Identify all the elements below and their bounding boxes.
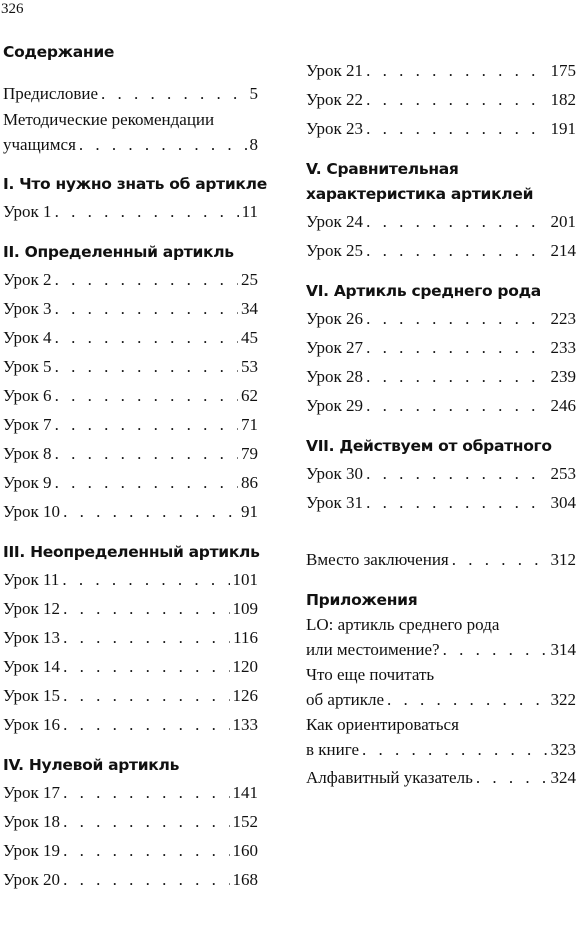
entry-page: 191 xyxy=(550,119,576,138)
entry-label: Вместо заключения xyxy=(306,550,449,569)
entry-page: 304 xyxy=(550,493,576,512)
entry-label-line2: или местоимение? xyxy=(306,640,440,659)
entry-label-line2: учащимся xyxy=(3,135,76,154)
entry-label: Урок 14 xyxy=(3,657,61,676)
leader-dots xyxy=(387,687,547,713)
entry-page: 323 xyxy=(550,740,576,759)
toc-entry-preface[interactable] xyxy=(3,79,258,108)
toc-entry-lesson[interactable] xyxy=(3,497,258,526)
entry-page: 133 xyxy=(232,715,258,734)
leader-dots xyxy=(55,323,238,352)
toc-right-column xyxy=(306,61,576,792)
toc-entry-lesson[interactable] xyxy=(3,681,258,710)
entry-label: Урок 7 xyxy=(3,415,52,434)
entry-label: Урок 8 xyxy=(3,444,52,463)
toc-entry-lesson[interactable] xyxy=(306,207,576,236)
toc-entry-lesson[interactable] xyxy=(3,439,258,468)
toc-entry-instead-of-conclusion[interactable] xyxy=(306,545,576,574)
leader-dots xyxy=(366,236,547,265)
entry-label: Урок 5 xyxy=(3,357,52,376)
entry-label-line2: об артикле xyxy=(306,690,385,709)
entry-label: Урок 9 xyxy=(3,473,52,492)
entry-page: 253 xyxy=(550,464,576,483)
toc-entry-lesson[interactable] xyxy=(306,236,576,265)
entry-label: Урок 17 xyxy=(3,783,61,802)
leader-dots xyxy=(55,410,238,439)
entry-page: 79 xyxy=(241,444,258,463)
entry-label: Урок 23 xyxy=(306,119,364,138)
toc-entry-lesson[interactable] xyxy=(306,114,576,143)
entry-label: Урок 15 xyxy=(3,686,61,705)
entry-label: Урок 18 xyxy=(3,812,61,831)
section-heading-2: II. Определенный артикль xyxy=(3,243,234,261)
leader-dots xyxy=(452,545,548,574)
entry-label: Урок 24 xyxy=(306,212,364,231)
entry-page: 53 xyxy=(241,357,258,376)
entry-label: Урок 29 xyxy=(306,396,364,415)
leader-dots xyxy=(366,85,547,114)
section-heading-1: I. Что нужно знать об артикле xyxy=(3,175,267,193)
entry-page: 101 xyxy=(232,570,258,589)
entry-label-line2: в книге xyxy=(306,740,360,759)
section-heading-5-line2: характеристика артиклей xyxy=(306,185,534,203)
entry-page: 233 xyxy=(550,338,576,357)
leader-dots xyxy=(55,439,238,468)
leader-dots xyxy=(62,565,229,594)
toc-entry-lesson[interactable] xyxy=(3,594,258,623)
section-heading-4: IV. Нулевой артикль xyxy=(3,756,180,774)
entry-label-line1: LO: артикль среднего рода xyxy=(306,615,500,634)
entry-page: 71 xyxy=(241,415,258,434)
leader-dots xyxy=(366,114,547,143)
toc-entry-orient[interactable] xyxy=(306,713,576,763)
entry-page: 239 xyxy=(550,367,576,386)
entry-page: 152 xyxy=(232,812,258,831)
entry-label: Алфавитный указатель xyxy=(306,768,473,787)
entry-label: Урок 3 xyxy=(3,299,52,318)
entry-page: 201 xyxy=(550,212,576,231)
leader-dots xyxy=(366,333,547,362)
leader-dots xyxy=(63,807,229,836)
entry-page: 25 xyxy=(241,270,258,289)
entry-label: Урок 28 xyxy=(306,367,364,386)
appendix-heading: Приложения xyxy=(306,591,418,609)
toc-entry-index[interactable] xyxy=(306,763,576,792)
page-number: 326 xyxy=(1,1,24,17)
toc-entry-lesson[interactable] xyxy=(306,333,576,362)
entry-label-line1: Что еще почитать xyxy=(306,665,435,684)
leader-dots xyxy=(55,381,238,410)
entry-label: Урок 27 xyxy=(306,338,364,357)
toc-entry-lesson[interactable] xyxy=(3,865,258,894)
toc-entry-reading[interactable] xyxy=(306,663,576,713)
toc-entry-lesson[interactable] xyxy=(3,352,258,381)
toc-entry-lesson[interactable] xyxy=(3,778,258,807)
entry-page: 141 xyxy=(232,783,258,802)
entry-page: 62 xyxy=(241,386,258,405)
entry-page: 324 xyxy=(550,768,576,787)
toc-entry-lesson[interactable] xyxy=(3,623,258,652)
section-heading-3: III. Неопределенный артикль xyxy=(3,543,260,561)
leader-dots xyxy=(79,132,247,158)
entry-label: Урок 6 xyxy=(3,386,52,405)
entry-page: 223 xyxy=(550,309,576,328)
toc-entry-lesson[interactable] xyxy=(3,197,258,226)
toc-entry-lesson[interactable] xyxy=(3,710,258,739)
entry-page: 11 xyxy=(241,202,258,221)
entry-page: 246 xyxy=(550,396,576,415)
toc-entry-lesson[interactable] xyxy=(3,294,258,323)
entry-label: Урок 30 xyxy=(306,464,364,483)
entry-page: 116 xyxy=(233,628,258,647)
toc-entry-lesson[interactable] xyxy=(3,807,258,836)
entry-page: 312 xyxy=(550,550,576,569)
leader-dots xyxy=(63,623,230,652)
entry-page: 86 xyxy=(241,473,258,492)
toc-entry-lo[interactable] xyxy=(306,613,576,663)
entry-page: 109 xyxy=(232,599,258,618)
entry-page: 322 xyxy=(550,690,576,709)
leader-dots xyxy=(63,497,238,526)
leader-dots xyxy=(63,778,229,807)
entry-page: 91 xyxy=(241,502,258,521)
leader-dots xyxy=(63,681,229,710)
entry-label: Урок 22 xyxy=(306,90,364,109)
leader-dots xyxy=(55,294,238,323)
leader-dots xyxy=(366,304,547,333)
entry-label: Урок 2 xyxy=(3,270,52,289)
leader-dots xyxy=(443,637,548,663)
leader-dots xyxy=(366,56,547,85)
toc-entry-lesson[interactable] xyxy=(3,323,258,352)
leader-dots xyxy=(476,763,548,792)
leader-dots xyxy=(366,459,547,488)
entry-label: Урок 10 xyxy=(3,502,61,521)
leader-dots xyxy=(63,594,229,623)
toc-entry-lesson[interactable] xyxy=(3,410,258,439)
entry-label: Урок 11 xyxy=(3,570,60,589)
toc-entry-lesson[interactable] xyxy=(3,652,258,681)
entry-label: Урок 25 xyxy=(306,241,364,260)
leader-dots xyxy=(55,197,239,226)
toc-entry-lesson[interactable] xyxy=(3,468,258,497)
toc-left-column xyxy=(3,40,267,894)
entry-page: 120 xyxy=(232,657,258,676)
leader-dots xyxy=(366,488,547,517)
entry-page: 8 xyxy=(249,135,258,154)
section-heading-6: VI. Артикль среднего рода xyxy=(306,282,541,300)
toc-entry-lesson[interactable] xyxy=(306,56,576,85)
entry-page: 160 xyxy=(232,841,258,860)
entry-label-line1: Методические рекомендации xyxy=(3,110,215,129)
entry-label: Предисловие xyxy=(3,84,99,103)
leader-dots xyxy=(55,265,238,294)
entry-label: Урок 31 xyxy=(306,493,364,512)
entry-page: 214 xyxy=(550,241,576,260)
leader-dots xyxy=(101,79,246,108)
toc-entry-lesson[interactable] xyxy=(306,391,576,420)
entry-page: 168 xyxy=(232,870,258,889)
toc-entry-lesson[interactable] xyxy=(306,488,576,517)
leader-dots xyxy=(55,352,238,381)
toc-entry-lesson[interactable] xyxy=(306,304,576,333)
entry-label: Урок 16 xyxy=(3,715,61,734)
entry-page: 45 xyxy=(241,328,258,347)
entry-label: Урок 1 xyxy=(3,202,52,221)
entry-label: Урок 13 xyxy=(3,628,61,647)
toc-entry-lesson[interactable] xyxy=(306,362,576,391)
toc-entry-lesson[interactable] xyxy=(3,565,258,594)
entry-label-line1: Как ориентироваться xyxy=(306,715,459,734)
entry-label: Урок 26 xyxy=(306,309,364,328)
entry-page: 182 xyxy=(550,90,576,109)
entry-page: 314 xyxy=(550,640,576,659)
entry-label: Урок 20 xyxy=(3,870,61,889)
section-heading-7: VII. Действуем от обратного xyxy=(306,437,552,455)
toc-entry-lesson[interactable] xyxy=(306,85,576,114)
leader-dots xyxy=(362,737,547,763)
toc-entry-lesson[interactable] xyxy=(3,836,258,865)
entry-page: 5 xyxy=(249,84,258,103)
entry-label: Урок 4 xyxy=(3,328,52,347)
leader-dots xyxy=(63,652,229,681)
leader-dots xyxy=(366,391,547,420)
toc-entry-lesson[interactable] xyxy=(3,265,258,294)
section-heading-5-line1: V. Сравнительная xyxy=(306,160,459,178)
leader-dots xyxy=(63,836,229,865)
entry-page: 34 xyxy=(241,299,258,318)
leader-dots xyxy=(55,468,238,497)
entry-label: Урок 21 xyxy=(306,61,364,80)
leader-dots xyxy=(366,207,547,236)
leader-dots xyxy=(63,710,229,739)
toc-title: Содержание xyxy=(3,43,115,61)
toc-entry-method[interactable] xyxy=(3,108,258,158)
entry-label: Урок 19 xyxy=(3,841,61,860)
toc-entry-lesson[interactable] xyxy=(3,381,258,410)
leader-dots xyxy=(63,865,229,894)
entry-label: Урок 12 xyxy=(3,599,61,618)
toc-entry-lesson[interactable] xyxy=(306,459,576,488)
entry-page: 175 xyxy=(550,61,576,80)
leader-dots xyxy=(366,362,547,391)
entry-page: 126 xyxy=(232,686,258,705)
